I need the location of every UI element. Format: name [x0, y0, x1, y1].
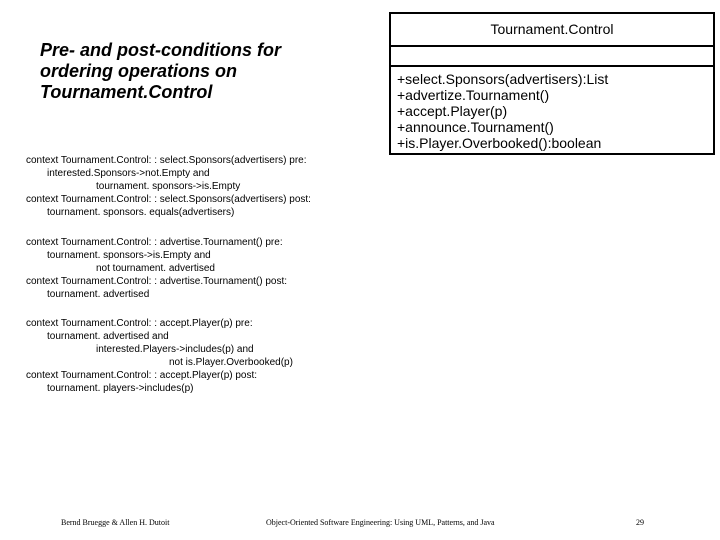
ocl-line: tournament. sponsors->is.Empty [96, 181, 241, 192]
ocl-line: context Tournament.Control: : select.Sponsors(advertisers) pre: [26, 155, 307, 166]
ocl-line: tournament. advertised [47, 289, 150, 300]
ocl-line: context Tournament.Control: : accept.Player(p) post: [26, 370, 258, 381]
ocl-block-advertise-tournament [26, 236, 287, 301]
footer-book-title: Object-Oriented Software Engineering: Using UML, Patterns, and Java [266, 518, 495, 527]
ocl-line: tournament. sponsors->is.Empty and [47, 250, 211, 261]
ocl-block-select-sponsors [26, 154, 311, 219]
ocl-line: tournament. players->includes(p) [47, 383, 194, 394]
slide-title [40, 40, 360, 103]
uml-class-box [389, 12, 715, 155]
uml-operation: +accept.Player(p) [397, 103, 508, 119]
uml-operation: +announce.Tournament() [397, 119, 554, 135]
ocl-line: context Tournament.Control: : select.Sponsors(advertisers) post: [26, 194, 311, 205]
uml-operation: +advertize.Tournament() [397, 87, 550, 103]
footer-page-number: 29 [636, 518, 644, 527]
ocl-line: context Tournament.Control: : advertise.Tournament() post: [26, 276, 288, 287]
slide-title-line: Tournament.Control [40, 82, 213, 102]
ocl-line: tournament. sponsors. equals(advertisers) [47, 207, 235, 218]
slide-title-line: Pre- and post-conditions for [40, 40, 281, 60]
slide-title-line: ordering operations on [40, 61, 238, 81]
ocl-line: interested.Sponsors->not.Empty and [47, 168, 210, 179]
ocl-line: interested.Players->includes(p) and [96, 344, 254, 355]
uml-operations-compartment [391, 67, 713, 153]
uml-attributes-compartment [391, 47, 713, 67]
ocl-line: context Tournament.Control: : accept.Player(p) pre: [26, 318, 253, 329]
ocl-line: context Tournament.Control: : advertise.Tournament() pre: [26, 237, 283, 248]
uml-operation: +is.Player.Overbooked():boolean [397, 135, 602, 151]
uml-class-name: Tournament.Control [391, 14, 713, 47]
ocl-line: not is.Player.Overbooked(p) [169, 357, 293, 368]
ocl-block-accept-player [26, 317, 293, 395]
ocl-line: not tournament. advertised [96, 263, 215, 274]
uml-operation: +select.Sponsors(advertisers):List [397, 71, 609, 87]
ocl-line: tournament. advertised and [47, 331, 169, 342]
footer-authors: Bernd Bruegge & Allen H. Dutoit [61, 518, 170, 527]
